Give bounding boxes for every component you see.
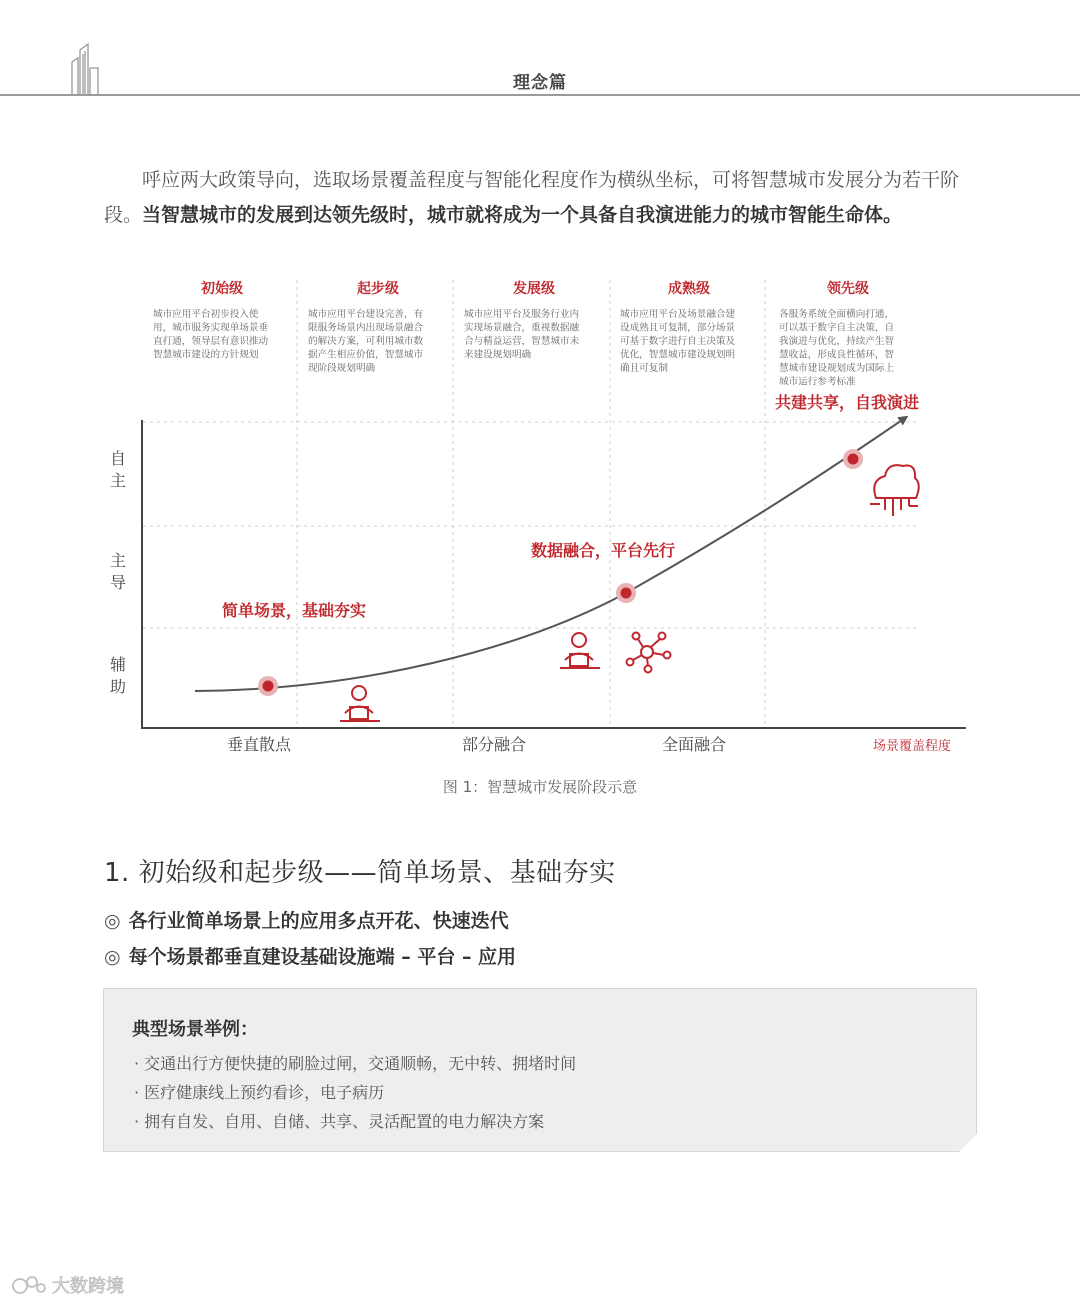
bullet-text: 各行业简单场景上的应用多点开花、快速迭代: [128, 910, 509, 932]
milestone-point: [616, 583, 636, 603]
stage-name: 起步级: [357, 281, 399, 297]
person-at-desk-icon: [560, 633, 600, 668]
folded-corner: [959, 1134, 977, 1152]
example-box: [103, 988, 977, 1152]
stage-description: 城市应用平台建设完善，有 限服务场景内出现场景融合 的解决方案，可利用城市数 据产生相应价值，智慧城市 现阶段规划明确: [308, 309, 424, 374]
bullet-text: 每个场景都垂直建设基础设施端 – 平台 – 应用: [128, 946, 517, 968]
section-bullet: [104, 942, 516, 969]
x-axis-label: 场景覆盖程度: [872, 739, 952, 754]
bullet-mark: ◎: [104, 946, 121, 968]
milestone-label: 数据融合，平台先行: [531, 541, 676, 560]
x-tick-label: 部分融合: [461, 735, 527, 754]
y-tick-label: 辅助: [109, 655, 127, 696]
example-item: · 拥有自发、自用、自储、共享、灵活配置的电力解决方案: [134, 1112, 545, 1131]
milestone-label: 简单场景，基础夯实: [222, 601, 367, 620]
page-header-title: 理念篇: [513, 73, 567, 93]
stage-description: 各服务系统全面横向打通， 可以基于数字自主决策，自 我演进与优化，持续产生智 慧收益，形成良性循环，智 慧城市建设规划成为国际上 城市运行参考标准: [779, 309, 895, 388]
header-divider: [0, 94, 1080, 96]
network-hub-icon: [627, 633, 671, 673]
person-at-desk-icon: [340, 686, 380, 721]
section-bullet: [104, 906, 509, 933]
example-title: 典型场景举例：: [132, 1019, 258, 1040]
stage-name: 初始级: [201, 281, 243, 297]
watermark-text: 大数跨境: [52, 1276, 124, 1297]
y-tick-label: 自主: [109, 449, 127, 490]
watermark: [10, 1270, 150, 1300]
watermark-logo-icon: [13, 1277, 45, 1293]
stage-description: 城市应用平台及服务行业内 实现场景融合，重视数据融 合与精益运营，智慧城市未 来建设规划明确: [464, 309, 580, 361]
stage-name: 发展级: [513, 281, 555, 297]
figure-caption: 图 1：智慧城市发展阶段示意: [442, 778, 638, 796]
stage-name: 领先级: [827, 281, 869, 297]
development-stage-chart: [0, 270, 1080, 770]
stage-description: 城市应用平台初步投入使 用，城市服务实现单场景垂 直打通，领导层有意识推动 智慧城市建设的方针规划: [153, 309, 269, 361]
y-tick-label: 主导: [109, 551, 127, 592]
section-title: 1. 初始级和起步级——简单场景、基础夯实: [104, 858, 616, 888]
intro-bold: 当智慧城市的发展到达领先级时，城市就将成为一个具备自我演进能力的城市智能生命体。: [142, 204, 903, 226]
stage-description: 城市应用平台及场景融合建 设成熟且可复制，部分场景 可基于数字进行自主决策及 优化，智慧城市建设规划明 确且可复制: [620, 309, 736, 374]
bullet-mark: ◎: [104, 910, 121, 932]
x-tick-label: 垂直散点: [226, 735, 292, 754]
milestone-label: 共建共享，自我演进: [775, 393, 920, 412]
stage-name: 成熟级: [668, 281, 710, 297]
milestone-point: [258, 676, 278, 696]
intro-plain: 呼应两大政策导向，选取场景覆盖程度与智能化程度作为横纵坐标，可将智慧城市发展分为若干阶段。: [104, 169, 960, 226]
milestone-point: [843, 449, 863, 469]
cloud-network-icon: [870, 465, 919, 516]
example-item: · 医疗健康线上预约看诊，电子病历: [134, 1083, 385, 1102]
example-item: · 交通出行方便快捷的刷脸过闸，交通顺畅，无中转、拥堵时间: [134, 1054, 577, 1073]
intro-paragraph: [104, 163, 984, 233]
x-tick-label: 全面融合: [661, 735, 727, 754]
